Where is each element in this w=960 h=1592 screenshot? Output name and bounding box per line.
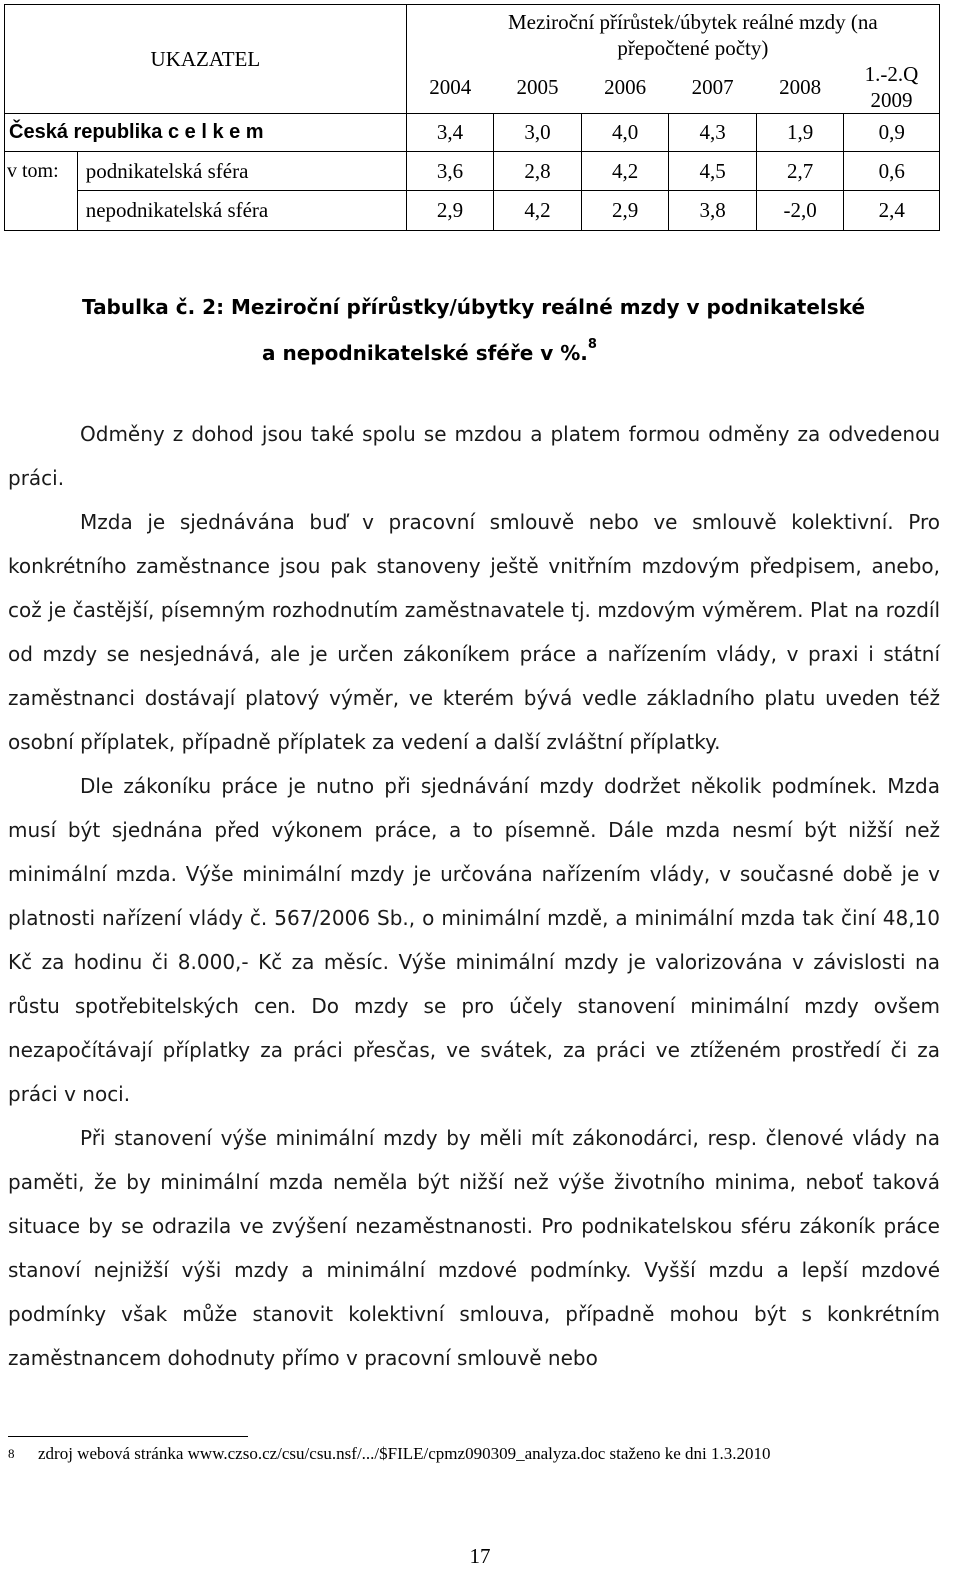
indicator-header: UKAZATEL (5, 5, 407, 114)
table-cell: 3,4 (406, 114, 494, 152)
group-header (406, 5, 939, 62)
table-cell: -2,0 (756, 191, 844, 231)
of-which-label: v tom: (5, 152, 78, 231)
table-cell: 4,2 (494, 191, 582, 231)
paragraph: Mzda je sjednávána buď v pracovní smlouvě nebo ve smlouvě kolektivní. Pro konkrétního zaměstnance jsou pak stanoveny ještě vnitřním mzdovým předpisem, anebo, což je častější, písemným rozhodnutím zaměstnavatele tj. mzdovým výměrem. Plat na rozdíl od mzdy se nesjednává, ale je určen zákoníkem práce a nařízením vlády, v praxi i státní zaměstnanci dostávají platový výměr, ve kterém bývá vedle základního platu uveden též osobní příplatek, případně příplatek za vedení a další zvláštní příplatky. (8, 510, 940, 754)
table-row-total (5, 114, 940, 152)
group-header-text: Meziroční přírůstek/úbytek reálné mzdy (na přepočtené počty) (508, 10, 878, 60)
table-cell: 4,2 (581, 152, 669, 191)
table-cell: 2,7 (756, 152, 844, 191)
table-cell: 0,9 (844, 114, 940, 152)
table-cell: 2,8 (494, 152, 582, 191)
total-label: Česká republika c e l k e m (5, 114, 407, 152)
row-label: nepodnikatelská sféra (77, 191, 406, 231)
footnote-text: zdroj webová stránka www.czso.cz/csu/csu.nsf/.../$FILE/cpmz090309_analyza.doc staženo ke dni 1.3.2010 (38, 1444, 771, 1463)
footnote-reference: 8 (587, 337, 597, 352)
table-cell: 4,5 (669, 152, 757, 191)
paragraph: Dle zákoníku práce je nutno při sjednávání mzdy dodržet několik podmínek. Mzda musí být sjednána před výkonem práce, a to písemně. Dále mzda nesmí být nižší než minimální mzda. Výše minimální mzdy je určována nařízením vlády, v současné době je v platnosti nařízení vlády č. 567/2006 Sb., o minimální mzdě, a minimální mzda tak činí 48,10 Kč za hodinu či 8.000,- Kč za měsíc. Výše minimální mzdy je valorizována v závislosti na růstu spotřebitelských cen. Do mzdy se pro účely stanovení minimální mzdy ovšem nezapočítávají příplatky za práci přesčas, ve svátek, za práci ve ztíženém prostředí či za práci v noci. (8, 774, 940, 1106)
paragraph: Odměny z dohod jsou také spolu se mzdou a platem formou odměny za odvedenou práci. (8, 422, 940, 490)
paragraph: Při stanovení výše minimální mzdy by měli mít zákonodárci, resp. členové vlády na paměti, že by minimální mzda neměla být nižší než výše životního minima, neboť taková situace by se odrazila ve zvýšení nezaměstnanosti. Pro podnikatelskou sféru zákoník práce stanoví nejnižší výši mzdy a minimální mzdové podmínky. Vyšší mzdu a lepší mzdové podmínky však může stanovit kolektivní smlouva, případně mohou být s konkrétním zaměstnancem dohodnuty přímo v pracovní smlouvě nebo (8, 1126, 940, 1370)
table-cell: 4,3 (669, 114, 757, 152)
year-header: 2006 (581, 61, 669, 114)
table-cell: 1,9 (756, 114, 844, 152)
table-cell: 4,0 (581, 114, 669, 152)
year-header: 1.-2.Q 2009 (844, 61, 940, 114)
footnote-divider (8, 1436, 248, 1437)
table-cell: 3,6 (406, 152, 494, 191)
footnote-number: 8 (8, 1446, 15, 1461)
page-number: 17 (469, 1544, 491, 1568)
caption-line-1: Tabulka č. 2: Meziroční přírůstky/úbytky reálné mzdy v podnikatelské (82, 295, 866, 319)
table-cell: 3,8 (669, 191, 757, 231)
year-header: 2007 (669, 61, 757, 114)
year-header: 2008 (756, 61, 844, 114)
table-cell: 3,0 (494, 114, 582, 152)
row-label: podnikatelská sféra (77, 152, 406, 191)
year-header: 2004 (406, 61, 494, 114)
table-cell: 0,6 (844, 152, 940, 191)
caption-line-2-text: a nepodnikatelské sféře v %. (262, 341, 588, 365)
footnote (8, 1442, 940, 1466)
table-cell: 2,9 (581, 191, 669, 231)
year-header: 2005 (494, 61, 582, 114)
wage-growth-table (4, 4, 940, 231)
caption-line-2 (82, 330, 942, 376)
table-cell: 2,4 (844, 191, 940, 231)
table-row (5, 152, 940, 191)
table-caption (82, 284, 942, 376)
body-text (8, 412, 940, 1380)
table-cell: 2,9 (406, 191, 494, 231)
table-row (5, 191, 940, 231)
